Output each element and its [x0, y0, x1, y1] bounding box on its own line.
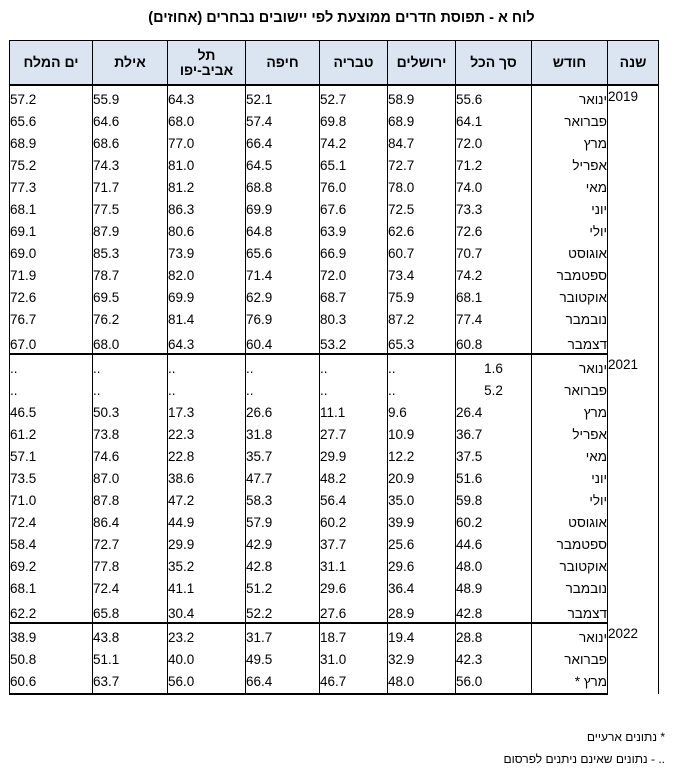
value-cell: 31.7 — [246, 623, 320, 649]
table-row — [10, 600, 659, 623]
value-cell: 49.5 — [246, 649, 320, 671]
month-cell: פברואר — [532, 380, 608, 402]
table-title: לוח א - תפוסת חדרים ממוצעת לפי יישובים נבחרים (אחוזים) — [148, 10, 535, 26]
value-cell: 25.6 — [388, 534, 456, 556]
table-row — [10, 490, 659, 512]
value-cell: 57.4 — [246, 111, 320, 133]
value-cell: 81.4 — [168, 309, 246, 331]
value-cell: 38.6 — [168, 468, 246, 490]
table-row — [10, 402, 659, 424]
value-cell: .. — [10, 354, 93, 380]
month-cell: נובמבר — [532, 578, 608, 600]
value-cell: 68.7 — [320, 287, 388, 309]
value-cell: 46.5 — [10, 402, 93, 424]
month-cell: מאי — [532, 177, 608, 199]
month-cell: מרץ * — [532, 671, 608, 694]
month-cell: יוני — [532, 468, 608, 490]
value-cell: 58.9 — [388, 85, 456, 111]
value-cell: 69.2 — [10, 556, 93, 578]
column-header: ים המלח — [10, 41, 93, 86]
value-cell: 20.9 — [388, 468, 456, 490]
value-cell: 60.8 — [456, 331, 532, 354]
value-cell: 28.8 — [456, 623, 532, 649]
year-cell: 2022 — [608, 623, 659, 694]
value-cell: 46.7 — [320, 671, 388, 694]
value-cell: 62.9 — [246, 287, 320, 309]
value-cell: 73.3 — [456, 199, 532, 221]
table-body — [10, 85, 659, 694]
table-row — [10, 380, 659, 402]
value-cell: 78.7 — [93, 265, 168, 287]
value-cell: 86.4 — [93, 512, 168, 534]
value-cell: 65.6 — [10, 111, 93, 133]
table-row — [10, 155, 659, 177]
month-cell: ינואר — [532, 354, 608, 380]
value-cell: 44.6 — [456, 534, 532, 556]
table-row — [10, 221, 659, 243]
table-row — [10, 111, 659, 133]
value-cell: 68.9 — [10, 133, 93, 155]
value-cell: 47.2 — [168, 490, 246, 512]
table-row — [10, 133, 659, 155]
value-cell: 71.0 — [10, 490, 93, 512]
value-cell: 65.3 — [388, 331, 456, 354]
value-cell: 71.4 — [246, 265, 320, 287]
value-cell: 55.9 — [93, 85, 168, 111]
value-cell: .. — [246, 380, 320, 402]
month-cell: דצמבר — [532, 600, 608, 623]
value-cell: 58.4 — [10, 534, 93, 556]
month-cell: אוקטובר — [532, 287, 608, 309]
value-cell: 78.0 — [388, 177, 456, 199]
value-cell: 10.9 — [388, 424, 456, 446]
value-cell: 62.2 — [10, 600, 93, 623]
value-cell: 26.4 — [456, 402, 532, 424]
value-cell: 87.9 — [93, 221, 168, 243]
value-cell: 30.4 — [168, 600, 246, 623]
value-cell: 53.2 — [320, 331, 388, 354]
value-cell: 76.2 — [93, 309, 168, 331]
value-cell: 29.6 — [320, 578, 388, 600]
value-cell: 17.3 — [168, 402, 246, 424]
footnotes — [504, 726, 665, 770]
value-cell: 77.4 — [456, 309, 532, 331]
column-header: סך הכל — [456, 41, 532, 86]
table-row — [10, 85, 659, 111]
month-cell: אוגוסט — [532, 243, 608, 265]
value-cell: 56.0 — [456, 671, 532, 694]
value-cell: 19.4 — [388, 623, 456, 649]
value-cell: 77.8 — [93, 556, 168, 578]
value-cell: 55.6 — [456, 85, 532, 111]
table-row — [10, 287, 659, 309]
value-cell: 11.1 — [320, 402, 388, 424]
value-cell: 68.1 — [10, 199, 93, 221]
value-cell: 64.5 — [246, 155, 320, 177]
month-cell: דצמבר — [532, 331, 608, 354]
value-cell: 69.9 — [168, 287, 246, 309]
value-cell: 47.7 — [246, 468, 320, 490]
value-cell: 60.2 — [320, 512, 388, 534]
table-row — [10, 578, 659, 600]
value-cell: 81.0 — [168, 155, 246, 177]
value-cell: 70.7 — [456, 243, 532, 265]
value-cell: 60.4 — [246, 331, 320, 354]
value-cell: 73.8 — [93, 424, 168, 446]
value-cell: 29.6 — [388, 556, 456, 578]
value-cell: 76.0 — [320, 177, 388, 199]
value-cell: 57.9 — [246, 512, 320, 534]
value-cell: 69.0 — [10, 243, 93, 265]
value-cell: 81.2 — [168, 177, 246, 199]
month-cell: נובמבר — [532, 309, 608, 331]
value-cell: 72.6 — [456, 221, 532, 243]
value-cell: 42.3 — [456, 649, 532, 671]
value-cell: 52.1 — [246, 85, 320, 111]
value-cell: 39.9 — [388, 512, 456, 534]
month-cell: יולי — [532, 221, 608, 243]
value-cell: 72.4 — [10, 512, 93, 534]
value-cell: 36.7 — [456, 424, 532, 446]
value-cell: 52.7 — [320, 85, 388, 111]
value-cell: 74.2 — [456, 265, 532, 287]
value-cell: .. — [320, 380, 388, 402]
value-cell: 1.6 — [456, 354, 532, 380]
value-cell: 80.3 — [320, 309, 388, 331]
value-cell: 56.4 — [320, 490, 388, 512]
value-cell: 74.2 — [320, 133, 388, 155]
value-cell: 64.3 — [168, 331, 246, 354]
value-cell: 31.1 — [320, 556, 388, 578]
value-cell: 51.6 — [456, 468, 532, 490]
value-cell: 72.7 — [388, 155, 456, 177]
value-cell: 48.2 — [320, 468, 388, 490]
value-cell: .. — [93, 354, 168, 380]
value-cell: 72.7 — [93, 534, 168, 556]
value-cell: 77.3 — [10, 177, 93, 199]
value-cell: 66.9 — [320, 243, 388, 265]
value-cell: 43.8 — [93, 623, 168, 649]
value-cell: 35.0 — [388, 490, 456, 512]
table-row — [10, 446, 659, 468]
value-cell: 64.1 — [456, 111, 532, 133]
value-cell: 72.5 — [388, 199, 456, 221]
value-cell: 73.5 — [10, 468, 93, 490]
table-row — [10, 243, 659, 265]
value-cell: 69.5 — [93, 287, 168, 309]
value-cell: 87.2 — [388, 309, 456, 331]
column-header: תל אביב-יפו — [168, 41, 246, 86]
value-cell: 37.7 — [320, 534, 388, 556]
value-cell: 76.7 — [10, 309, 93, 331]
value-cell: 27.6 — [320, 600, 388, 623]
value-cell: 75.9 — [388, 287, 456, 309]
value-cell: 73.4 — [388, 265, 456, 287]
month-cell: אוקטובר — [532, 556, 608, 578]
value-cell: 42.8 — [456, 600, 532, 623]
value-cell: 40.0 — [168, 649, 246, 671]
value-cell: 29.9 — [320, 446, 388, 468]
value-cell: 41.1 — [168, 578, 246, 600]
value-cell: 60.2 — [456, 512, 532, 534]
month-cell: מרץ — [532, 402, 608, 424]
table-row — [10, 649, 659, 671]
value-cell: 69.8 — [320, 111, 388, 133]
month-cell: אפריל — [532, 155, 608, 177]
column-header: חודש — [532, 41, 608, 86]
month-cell: ספטמבר — [532, 265, 608, 287]
value-cell: .. — [320, 354, 388, 380]
value-cell: 44.9 — [168, 512, 246, 534]
value-cell: 26.6 — [246, 402, 320, 424]
column-header: שנה — [608, 41, 659, 86]
month-cell: אפריל — [532, 424, 608, 446]
value-cell: 35.7 — [246, 446, 320, 468]
value-cell: 28.9 — [388, 600, 456, 623]
value-cell: 63.9 — [320, 221, 388, 243]
value-cell: 71.2 — [456, 155, 532, 177]
value-cell: 72.6 — [10, 287, 93, 309]
value-cell: 32.9 — [388, 649, 456, 671]
value-cell: 87.8 — [93, 490, 168, 512]
value-cell: 48.0 — [456, 556, 532, 578]
footnote-provisional: * נתונים ארעיים — [586, 730, 665, 744]
value-cell: 68.1 — [10, 578, 93, 600]
value-cell: 68.8 — [246, 177, 320, 199]
value-cell: 67.0 — [10, 331, 93, 354]
table-row — [10, 309, 659, 331]
header-row — [10, 41, 659, 86]
value-cell: 50.8 — [10, 649, 93, 671]
value-cell: 69.1 — [10, 221, 93, 243]
value-cell: 37.5 — [456, 446, 532, 468]
month-cell: אוגוסט — [532, 512, 608, 534]
value-cell: 75.2 — [10, 155, 93, 177]
table-row — [10, 512, 659, 534]
table-row — [10, 177, 659, 199]
value-cell: 52.2 — [246, 600, 320, 623]
value-cell: 23.2 — [168, 623, 246, 649]
value-cell: 42.8 — [246, 556, 320, 578]
year-cell: 2021 — [608, 354, 659, 623]
value-cell: .. — [246, 354, 320, 380]
value-cell: 59.8 — [456, 490, 532, 512]
value-cell: 85.3 — [93, 243, 168, 265]
table-row — [10, 623, 659, 649]
value-cell: 71.7 — [93, 177, 168, 199]
value-cell: .. — [388, 380, 456, 402]
month-cell: יוני — [532, 199, 608, 221]
value-cell: .. — [168, 354, 246, 380]
value-cell: 65.8 — [93, 600, 168, 623]
value-cell: 60.6 — [10, 671, 93, 694]
value-cell: 72.4 — [93, 578, 168, 600]
month-cell: פברואר — [532, 649, 608, 671]
value-cell: 77.0 — [168, 133, 246, 155]
month-cell: ינואר — [532, 85, 608, 111]
year-cell: 2019 — [608, 85, 659, 354]
value-cell: 68.0 — [168, 111, 246, 133]
value-cell: 64.8 — [246, 221, 320, 243]
month-cell: מרץ — [532, 133, 608, 155]
value-cell: 12.2 — [388, 446, 456, 468]
value-cell: 60.7 — [388, 243, 456, 265]
value-cell: 73.9 — [168, 243, 246, 265]
value-cell: 51.2 — [246, 578, 320, 600]
value-cell: 66.4 — [246, 671, 320, 694]
month-cell: ינואר — [532, 623, 608, 649]
value-cell: 31.8 — [246, 424, 320, 446]
column-header: אילת — [93, 41, 168, 86]
value-cell: 50.3 — [93, 402, 168, 424]
value-cell: 29.9 — [168, 534, 246, 556]
value-cell: .. — [93, 380, 168, 402]
value-cell: 72.0 — [456, 133, 532, 155]
value-cell: 64.6 — [93, 111, 168, 133]
value-cell: 22.8 — [168, 446, 246, 468]
value-cell: .. — [10, 380, 93, 402]
column-header: ירושלים — [388, 41, 456, 86]
value-cell: 72.0 — [320, 265, 388, 287]
value-cell: 42.9 — [246, 534, 320, 556]
value-cell: 62.6 — [388, 221, 456, 243]
value-cell: 5.2 — [456, 380, 532, 402]
month-cell: פברואר — [532, 111, 608, 133]
table-row — [10, 331, 659, 354]
value-cell: 77.5 — [93, 199, 168, 221]
value-cell: 74.0 — [456, 177, 532, 199]
footnote-unpublishable: .. - נתונים שאינם ניתנים לפרסום — [503, 752, 665, 766]
value-cell: .. — [168, 380, 246, 402]
table-row — [10, 265, 659, 287]
occupancy-table — [9, 40, 659, 695]
value-cell: 27.7 — [320, 424, 388, 446]
value-cell: 71.9 — [10, 265, 93, 287]
month-cell: יולי — [532, 490, 608, 512]
value-cell: 38.9 — [10, 623, 93, 649]
value-cell: 57.1 — [10, 446, 93, 468]
value-cell: .. — [388, 354, 456, 380]
value-cell: 63.7 — [93, 671, 168, 694]
table-row — [10, 534, 659, 556]
table-row — [10, 468, 659, 490]
value-cell: 61.2 — [10, 424, 93, 446]
value-cell: 68.1 — [456, 287, 532, 309]
value-cell: 82.0 — [168, 265, 246, 287]
table-row — [10, 199, 659, 221]
value-cell: 74.3 — [93, 155, 168, 177]
value-cell: 80.6 — [168, 221, 246, 243]
value-cell: 69.9 — [246, 199, 320, 221]
value-cell: 56.0 — [168, 671, 246, 694]
value-cell: 48.9 — [456, 578, 532, 600]
value-cell: 65.1 — [320, 155, 388, 177]
value-cell: 48.0 — [388, 671, 456, 694]
value-cell: 64.3 — [168, 85, 246, 111]
table-row — [10, 424, 659, 446]
value-cell: 36.4 — [388, 578, 456, 600]
month-cell: ספטמבר — [532, 534, 608, 556]
value-cell: 84.7 — [388, 133, 456, 155]
value-cell: 67.6 — [320, 199, 388, 221]
value-cell: 66.4 — [246, 133, 320, 155]
value-cell: 87.0 — [93, 468, 168, 490]
value-cell: 65.6 — [246, 243, 320, 265]
value-cell: 9.6 — [388, 402, 456, 424]
table-row — [10, 556, 659, 578]
column-header: חיפה — [246, 41, 320, 86]
value-cell: 74.6 — [93, 446, 168, 468]
value-cell: 31.0 — [320, 649, 388, 671]
month-cell: מאי — [532, 446, 608, 468]
value-cell: 58.3 — [246, 490, 320, 512]
value-cell: 86.3 — [168, 199, 246, 221]
table-row — [10, 354, 659, 380]
table-row — [10, 671, 659, 694]
column-header: טבריה — [320, 41, 388, 86]
value-cell: 22.3 — [168, 424, 246, 446]
value-cell: 35.2 — [168, 556, 246, 578]
value-cell: 68.9 — [388, 111, 456, 133]
value-cell: 68.0 — [93, 331, 168, 354]
value-cell: 51.1 — [93, 649, 168, 671]
value-cell: 18.7 — [320, 623, 388, 649]
value-cell: 76.9 — [246, 309, 320, 331]
value-cell: 57.2 — [10, 85, 93, 111]
value-cell: 68.6 — [93, 133, 168, 155]
